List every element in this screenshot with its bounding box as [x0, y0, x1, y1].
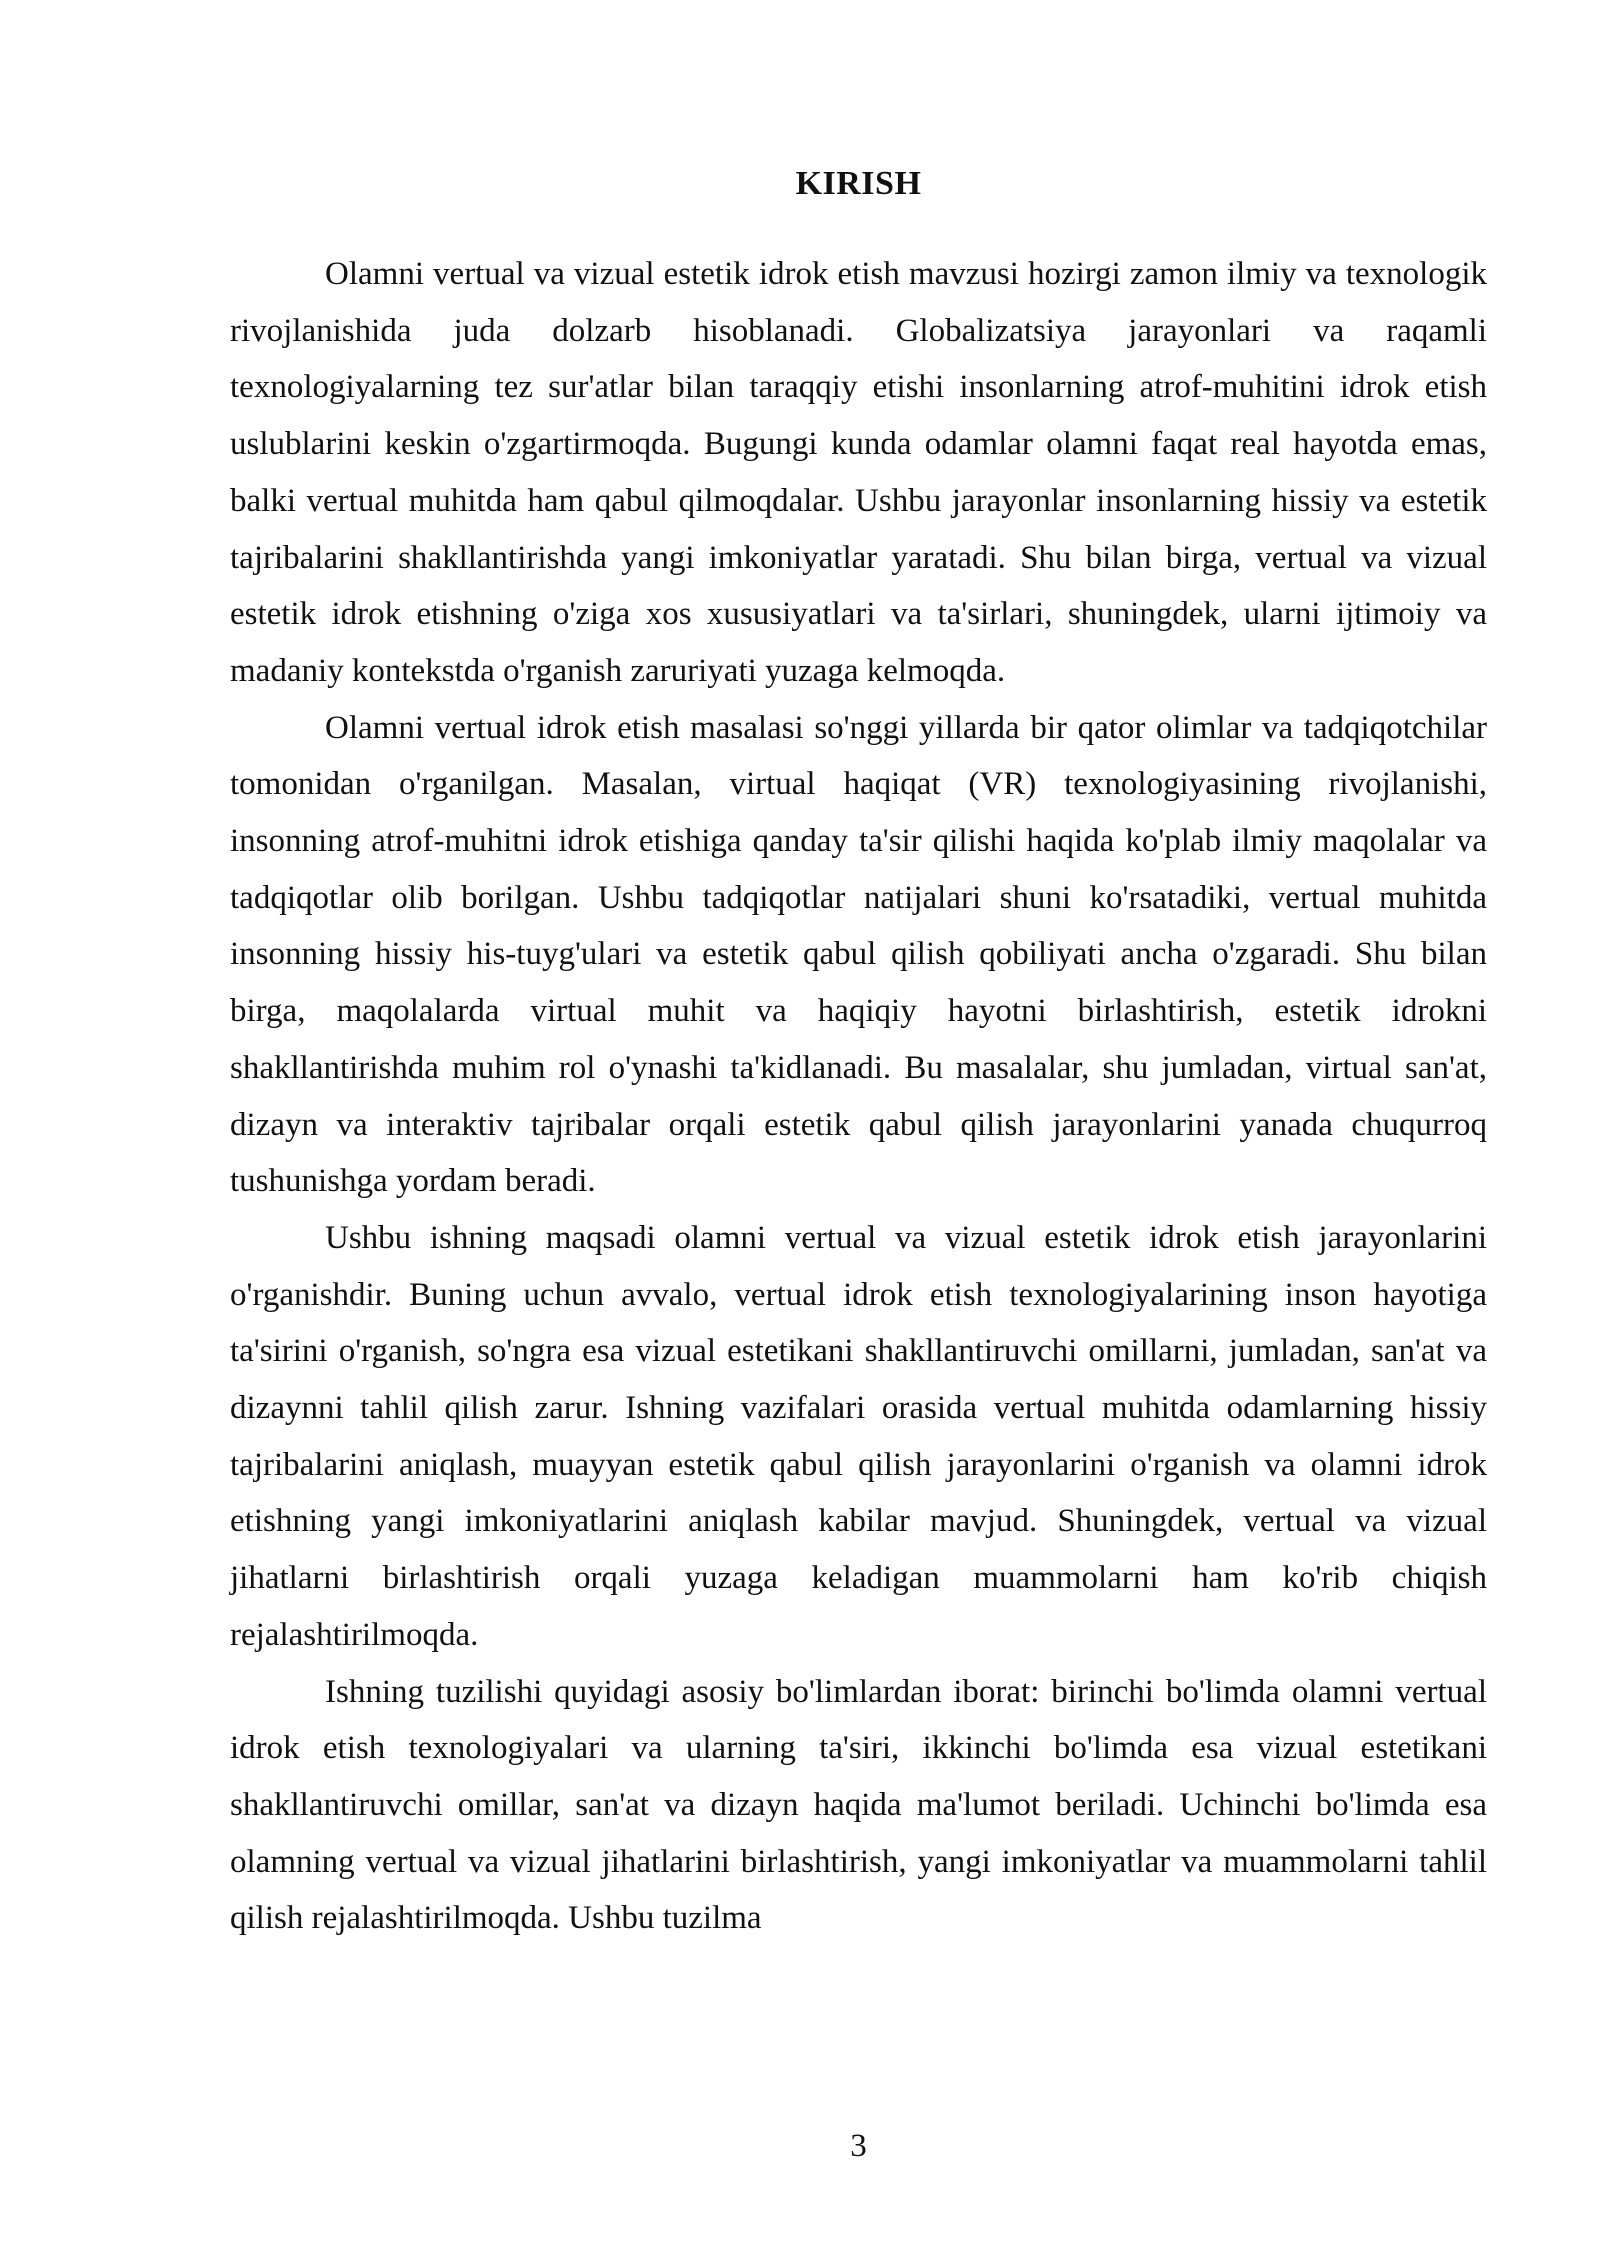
paragraph-2: Olamni vertual idrok etish masalasi so'nggi yillarda bir qator olimlar va tadqiqotchilar tomonidan o'rganilgan. Masalan, virtual haqiqat (VR) texnologiyasining rivojlanishi, insonning atrof-muhitni idrok etishiga qanday ta'sir qilishi haqida ko'plab ilmiy maqolalar va tadqiqotlar olib borilgan. Ushbu tadqiqotlar natijalari shuni ko'rsatadiki, vertual muhitda insonning hissiy his-tuyg'ulari va estetik qabul qilish qobiliyati ancha o'zgaradi. Shu bilan birga, maqolalarda virtual muhit va haqiqiy hayotni birlashtirish, estetik idrokni shakllantirishda muhim rol o'ynashi ta'kidlanadi. Bu masalalar, shu jumladan, virtual san'at, dizayn va interaktiv tajribalar orqali estetik qabul qilish jarayonlarini yanada chuqurroq tushunishga yordam beradi.	[230, 709, 1487, 1200]
paragraph-1: Olamni vertual va vizual estetik idrok etish mavzusi hozirgi zamon ilmiy va texnologik rivojlanishida juda dolzarb hisoblanadi. Globalizatsiya jarayonlari va raqamli texnologiyalarning tez sur'atlar bilan taraqqiy etishi insonlarning atrof-muhitini idrok etish uslublarini keskin o'zgartirmoqda. Bugungi kunda odamlar olamni faqat real hayotda emas, balki vertual muhitda ham qabul qilmoqdalar. Ushbu jarayonlar insonlarning hissiy va estetik tajribalarini shakllantirishda yangi imkoniyatlar yaratadi. Shu bilan birga, vertual va vizual estetik idrok etishning o'ziga xos xususiyatlari va ta'sirlari, shuningdek, ularni ijtimoiy va madaniy kontekstda o'rganish zaruriyati yuzaga kelmoqda.	[230, 256, 1487, 689]
section-title: KIRISH	[795, 165, 922, 202]
paragraph-4: Ishning tuzilishi quyidagi asosiy bo'limlardan iborat: birinchi bo'limda olamni vertual idrok etish texnologiyalari va ularning ta'siri, ikkinchi bo'limda esa vizual estetikani shakllantiruvchi omillar, san'at va dizayn haqida ma'lumot beriladi. Uchinchi bo'limda esa olamning vertual va vizual jihatlarini birlashtirish, yangi imkoniyatlar va muammolarni tahlil qilish rejalashtirilmoqda. Ushbu tuzilma	[230, 1673, 1487, 1937]
body-text	[230, 246, 1487, 1947]
page-number: 3	[850, 2128, 867, 2164]
paragraph-3: Ushbu ishning maqsadi olamni vertual va vizual estetik idrok etish jarayonlarini o'rganishdir. Buning uchun avvalo, vertual idrok etish texnologiyalarining inson hayotiga ta'sirini o'rganish, so'ngra esa vizual estetikani shakllantiruvchi omillarni, jumladan, san'at va dizaynni tahlil qilish zarur. Ishning vazifalari orasida vertual muhitda odamlarning hissiy tajribalarini aniqlash, muayyan estetik qabul qilish jarayonlarini o'rganish va olamni idrok etishning yangi imkoniyatlarini aniqlash kabilar mavjud. Shuningdek, vertual va vizual jihatlarni birlashtirish orqali yuzaga keladigan muammolarni ham ko'rib chiqish rejalashtirilmoqda.	[230, 1219, 1487, 1653]
